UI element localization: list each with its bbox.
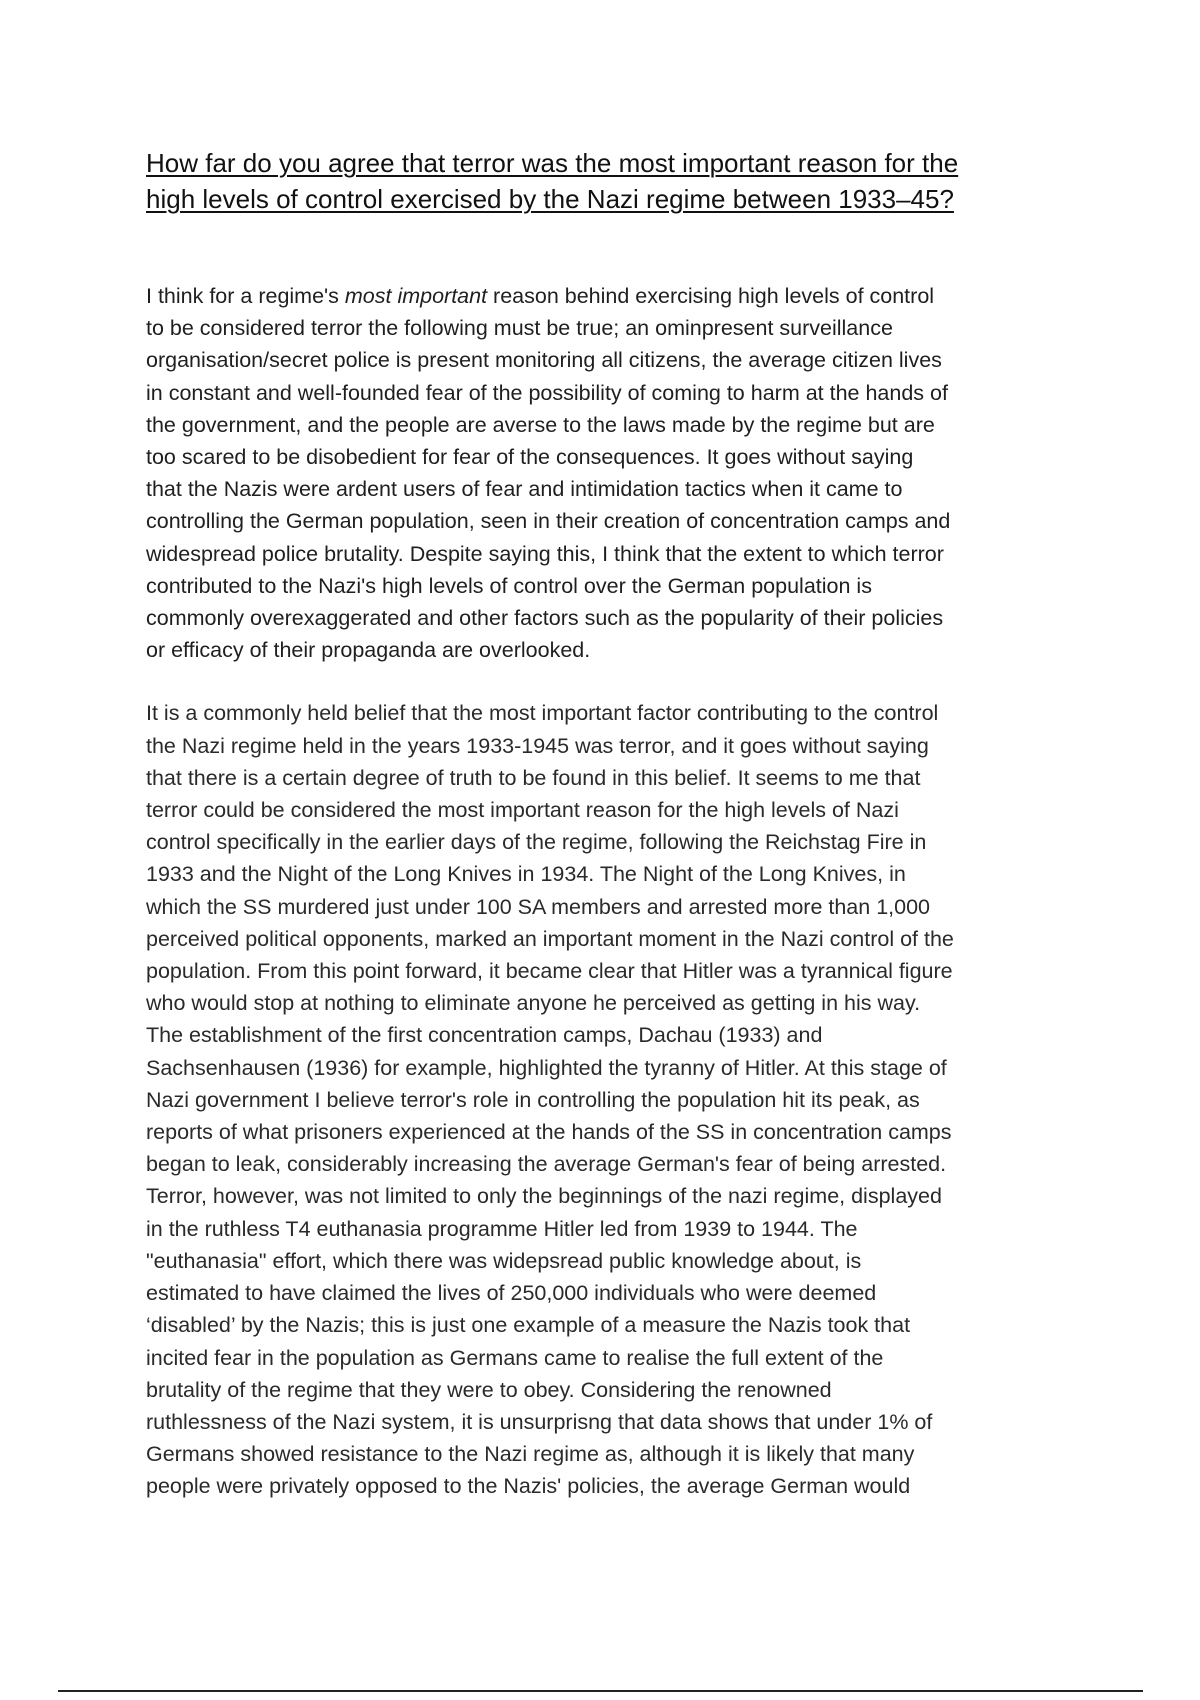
paragraph-line: 1933 and the Night of the Long Knives in 1934. The Night of the Long Knives, in [146,862,906,887]
title-line: high levels of control exercised by the Nazi regime between 1933–45? [146,184,954,214]
paragraph-line: organisation/secret police is present monitoring all citizens, the average citizen lives [146,348,942,373]
paragraph-line: population. From this point forward, it became clear that Hitler was a tyrannical figure [146,959,953,984]
paragraph-line: the government, and the people are averse to the laws made by the regime but are [146,412,935,437]
paragraph-line: too scared to be disobedient for fear of the consequences. It goes without saying [146,445,914,470]
paragraph-line: Sachsenhausen (1936) for example, highlighted the tyranny of Hitler. At this stage of [146,1055,947,1080]
paragraph-line: perceived political opponents, marked an important moment in the Nazi control of the [146,926,954,951]
paragraph-line: which the SS murdered just under 100 SA members and arrested more than 1,000 [146,894,930,919]
paragraph-line: who would stop at nothing to eliminate anyone he perceived as getting in his way. [146,991,921,1016]
paragraph-line: estimated to have claimed the lives of 250,000 individuals who were deemed [146,1281,877,1306]
paragraph-line: commonly overexaggerated and other factors such as the popularity of their policies [146,606,944,631]
essay-body [146,280,1066,1503]
paragraph-line: terror could be considered the most important reason for the high levels of Nazi [146,798,899,823]
paragraph-line: ruthlessness of the Nazi system, it is unsurprisng that data shows that under 1% of [146,1409,933,1434]
paragraph-line: contributed to the Nazi's high levels of control over the German population is [146,573,872,598]
paragraph-line: the Nazi regime held in the years 1933-1945 was terror, and it goes without saying [146,733,929,758]
paragraph-line: Germans showed resistance to the Nazi regime as, although it is likely that many [146,1442,915,1467]
paragraph-line: to be considered terror the following must be true; an ominpresent surveillance [146,316,893,341]
paragraph-line: in the ruthless T4 euthanasia programme Hitler led from 1939 to 1944. The [146,1216,858,1241]
paragraph-line: incited fear in the population as Germans came to realise the full extent of the [146,1345,884,1370]
paragraph-line [146,280,1066,312]
paragraph-line: "euthanasia" effort, which there was widepsread public knowledge about, is [146,1248,862,1273]
paragraph-line: Terror, however, was not limited to only the beginnings of the nazi regime, displayed [146,1184,942,1209]
paragraph-line: began to leak, considerably increasing the average German's fear of being arrested. [146,1152,947,1177]
paragraph-line: ‘disabled’ by the Nazis; this is just one example of a measure the Nazis took that [146,1313,911,1338]
paragraph-line: controlling the German population, seen in their creation of concentration camps and [146,509,951,534]
paragraph-line: that there is a certain degree of truth to be found in this belief. It seems to me that [146,765,921,790]
paragraph-line: or efficacy of their propaganda are overlooked. [146,638,591,663]
emphasis-text: most important [344,284,488,308]
essay-title [146,145,1046,217]
paragraph-2 [146,697,1066,1502]
text-run: reason behind exercising high levels of control [487,284,935,308]
paragraph-line: Nazi government I believe terror's role in controlling the population hit its peak, as [146,1087,920,1112]
paragraph-line: that the Nazis were ardent users of fear and intimidation tactics when it came to [146,477,903,502]
page-bottom-rule [58,1690,1143,1692]
title-line: How far do you agree that terror was the most important reason for the [146,148,959,178]
paragraph-1 [146,280,1066,666]
text-run: I think for a regime's [146,284,345,308]
paragraph-line: in constant and well-founded fear of the possibility of coming to harm at the hands of [146,380,948,405]
paragraph-line: brutality of the regime that they were to obey. Considering the renowned [146,1377,832,1402]
paragraph-line: widespread police brutality. Despite saying this, I think that the extent to which terror [146,541,944,566]
paragraph-line: reports of what prisoners experienced at the hands of the SS in concentration camps [146,1120,952,1145]
paragraph-line: people were privately opposed to the Nazis' policies, the average German would [146,1474,911,1499]
paragraph-line: control specifically in the earlier days of the regime, following the Reichstag Fire in [146,830,927,855]
paragraph-line: It is a commonly held belief that the most important factor contributing to the control [146,701,939,726]
paragraph-line: The establishment of the first concentration camps, Dachau (1933) and [146,1023,823,1048]
